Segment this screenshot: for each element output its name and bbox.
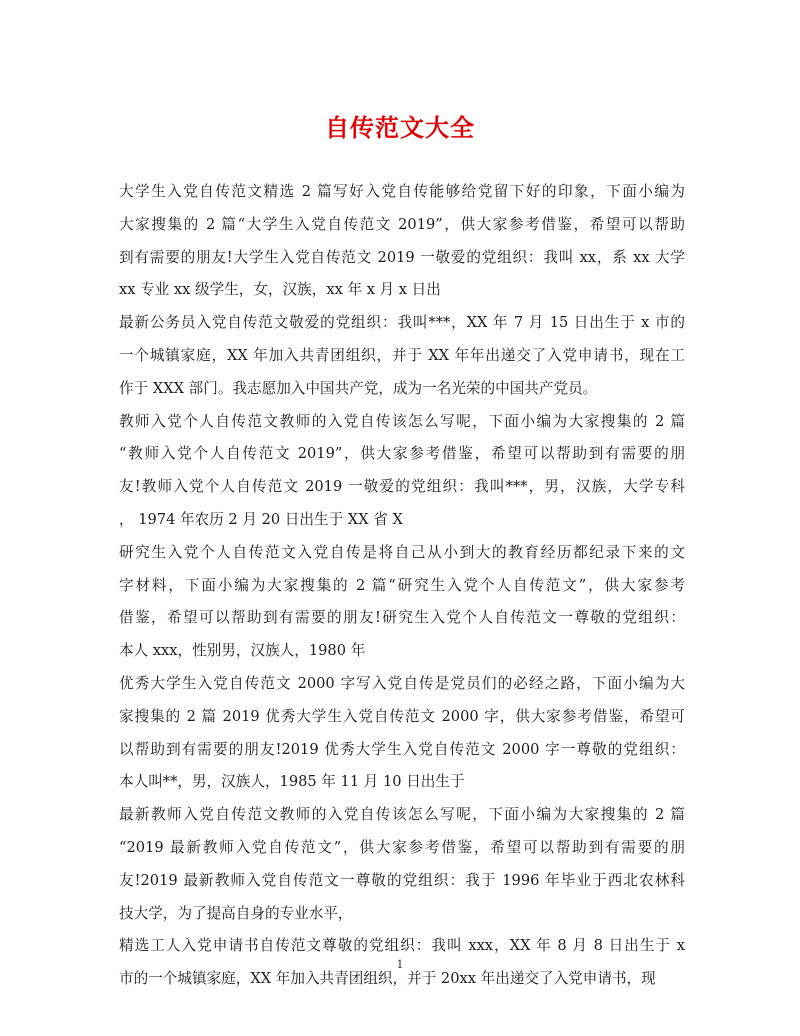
text-line: 以帮助到有需要的朋友!2019 优秀大学生入党自传范文 2000 字一尊敬的党组织： [119,740,685,758]
text-line: 家搜集的 2 篇 2019 优秀大学生入党自传范文 2000 字，供大家参考借鉴，希望可 [119,707,685,725]
text-line: 本人叫**，男，汉族人，1985 年 11 月 10 日出生于 [119,773,465,791]
text-line: 技大学，为了提高自身的专业水平， [119,904,353,922]
text-line: “教师入党个人自传范文 2019”，供大家参考借鉴，希望可以帮助到有需要的朋 [119,445,685,463]
text-line: 借鉴，希望可以帮助到有需要的朋友!研究生入党个人自传范文一尊敬的党组织： [119,609,685,627]
paragraph [119,799,685,930]
text-line: 作于 XXX 部门。我志愿加入中国共产党，成为一名光荣的中国共产党员。 [119,379,598,397]
text-line: ， 1974 年农历 2 月 20 日出生于 XX 省 X [119,510,403,528]
paragraph [119,307,685,405]
text-line: 最新教师入党自传范文教师的入党自传该怎么写呢，下面小编为大家搜集的 2 篇 [119,806,685,824]
text-line: 本人 xxx，性别男，汉族人，1980 年 [119,642,366,660]
text-line: 一个城镇家庭，XX 年加入共青团组织，并于 XX 年年出递交了入党申请书，现在工 [119,346,685,364]
text-line: xx 专业 xx 级学生，女，汉族，xx 年 x 月 x 日出 [119,281,441,299]
document-title: 自传范文大全 [325,113,475,142]
page-number: 1 [396,958,404,971]
paragraph [119,176,685,307]
text-line: 字材料，下面小编为大家搜集的 2 篇“研究生入党个人自传范文”，供大家参考 [119,576,685,594]
text-line: 友!2019 最新教师入党自传范文一尊敬的党组织：我于 1996 年毕业于西北农林科 [119,871,685,889]
paragraph [119,406,685,537]
text-line: 精选工人入党申请书自传范文尊敬的党组织：我叫 xxx，XX 年 8 月 8 日出生于 x [119,937,685,955]
text-line: 大家搜集的 2 篇“大学生入党自传范文 2019”，供大家参考借鉴，希望可以帮助 [119,215,685,233]
text-line: 最新公务员入党自传范文敬爱的党组织：我叫***，XX 年 7 月 15 日出生于 x 市的 [119,314,685,332]
text-line: 市的一个城镇家庭，XX 年加入共青团组织，并于 20xx 年出递交了入党申请书，现 [119,970,656,988]
text-line: “2019 最新教师入党自传范文”，供大家参考借鉴，希望可以帮助到有需要的朋 [119,838,685,856]
text-line: 到有需要的朋友!大学生入党自传范文 2019 一敬爱的党组织：我叫 xx，系 xx 大学 [119,248,685,266]
text-line: 研究生入党个人自传范文入党自传是将自己从小到大的教育经历都纪录下来的文 [119,543,685,561]
document-body [119,176,685,996]
text-line: 优秀大学生入党自传范文 2000 字写入党自传是党员们的必经之路，下面小编为大 [119,674,685,692]
paragraph [119,537,685,668]
text-line: 大学生入党自传范文精选 2 篇写好入党自传能够给党留下好的印象，下面小编为 [119,183,685,200]
text-line: 友!教师入党个人自传范文 2019 一敬爱的党组织：我叫***，男，汉族，大学专科 [119,478,685,496]
paragraph [119,668,685,799]
text-line: 教师入党个人自传范文教师的入党自传该怎么写呢，下面小编为大家搜集的 2 篇 [119,412,685,430]
